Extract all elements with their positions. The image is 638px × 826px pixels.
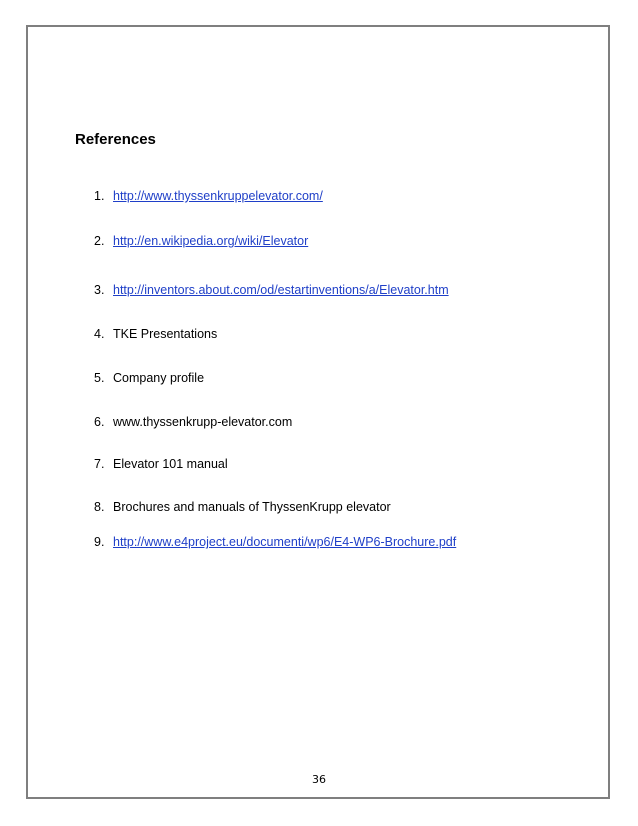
- reference-item-7: [94, 456, 228, 472]
- reference-item-5: [94, 370, 204, 386]
- reference-number: 3.: [94, 283, 105, 297]
- reference-number: 6.: [94, 415, 105, 429]
- reference-number: 7.: [94, 457, 105, 471]
- reference-item-1: [94, 188, 323, 204]
- reference-item-4: [94, 326, 217, 342]
- reference-text-6: www.thyssenkrupp-elevator.com: [113, 415, 293, 429]
- reference-number: 4.: [94, 327, 105, 341]
- reference-item-9: [94, 534, 456, 550]
- reference-item-3: [94, 282, 449, 298]
- page-number: 36: [312, 773, 326, 786]
- reference-item-8: [94, 499, 391, 515]
- reference-link-9[interactable]: http://www.e4project.eu/documenti/wp6/E4-WP6-Brochure.pdf: [113, 535, 457, 549]
- reference-link-3[interactable]: http://inventors.about.com/od/estartinventions/a/Elevator.htm: [113, 283, 449, 297]
- reference-item-6: [94, 414, 292, 430]
- reference-text-8: Brochures and manuals of ThyssenKrupp elevator: [113, 500, 391, 514]
- reference-text-7: Elevator 101 manual: [113, 457, 228, 471]
- reference-text-4: TKE Presentations: [113, 327, 218, 341]
- references-heading: References: [75, 131, 156, 148]
- reference-number: 9.: [94, 535, 105, 549]
- reference-link-1[interactable]: http://www.thyssenkruppelevator.com/: [113, 189, 323, 203]
- reference-number: 1.: [94, 189, 105, 203]
- reference-number: 5.: [94, 371, 105, 385]
- reference-text-5: Company profile: [113, 371, 205, 385]
- reference-link-2[interactable]: http://en.wikipedia.org/wiki/Elevator: [113, 234, 309, 248]
- reference-item-2: [94, 233, 308, 249]
- reference-number: 8.: [94, 500, 105, 514]
- reference-number: 2.: [94, 234, 105, 248]
